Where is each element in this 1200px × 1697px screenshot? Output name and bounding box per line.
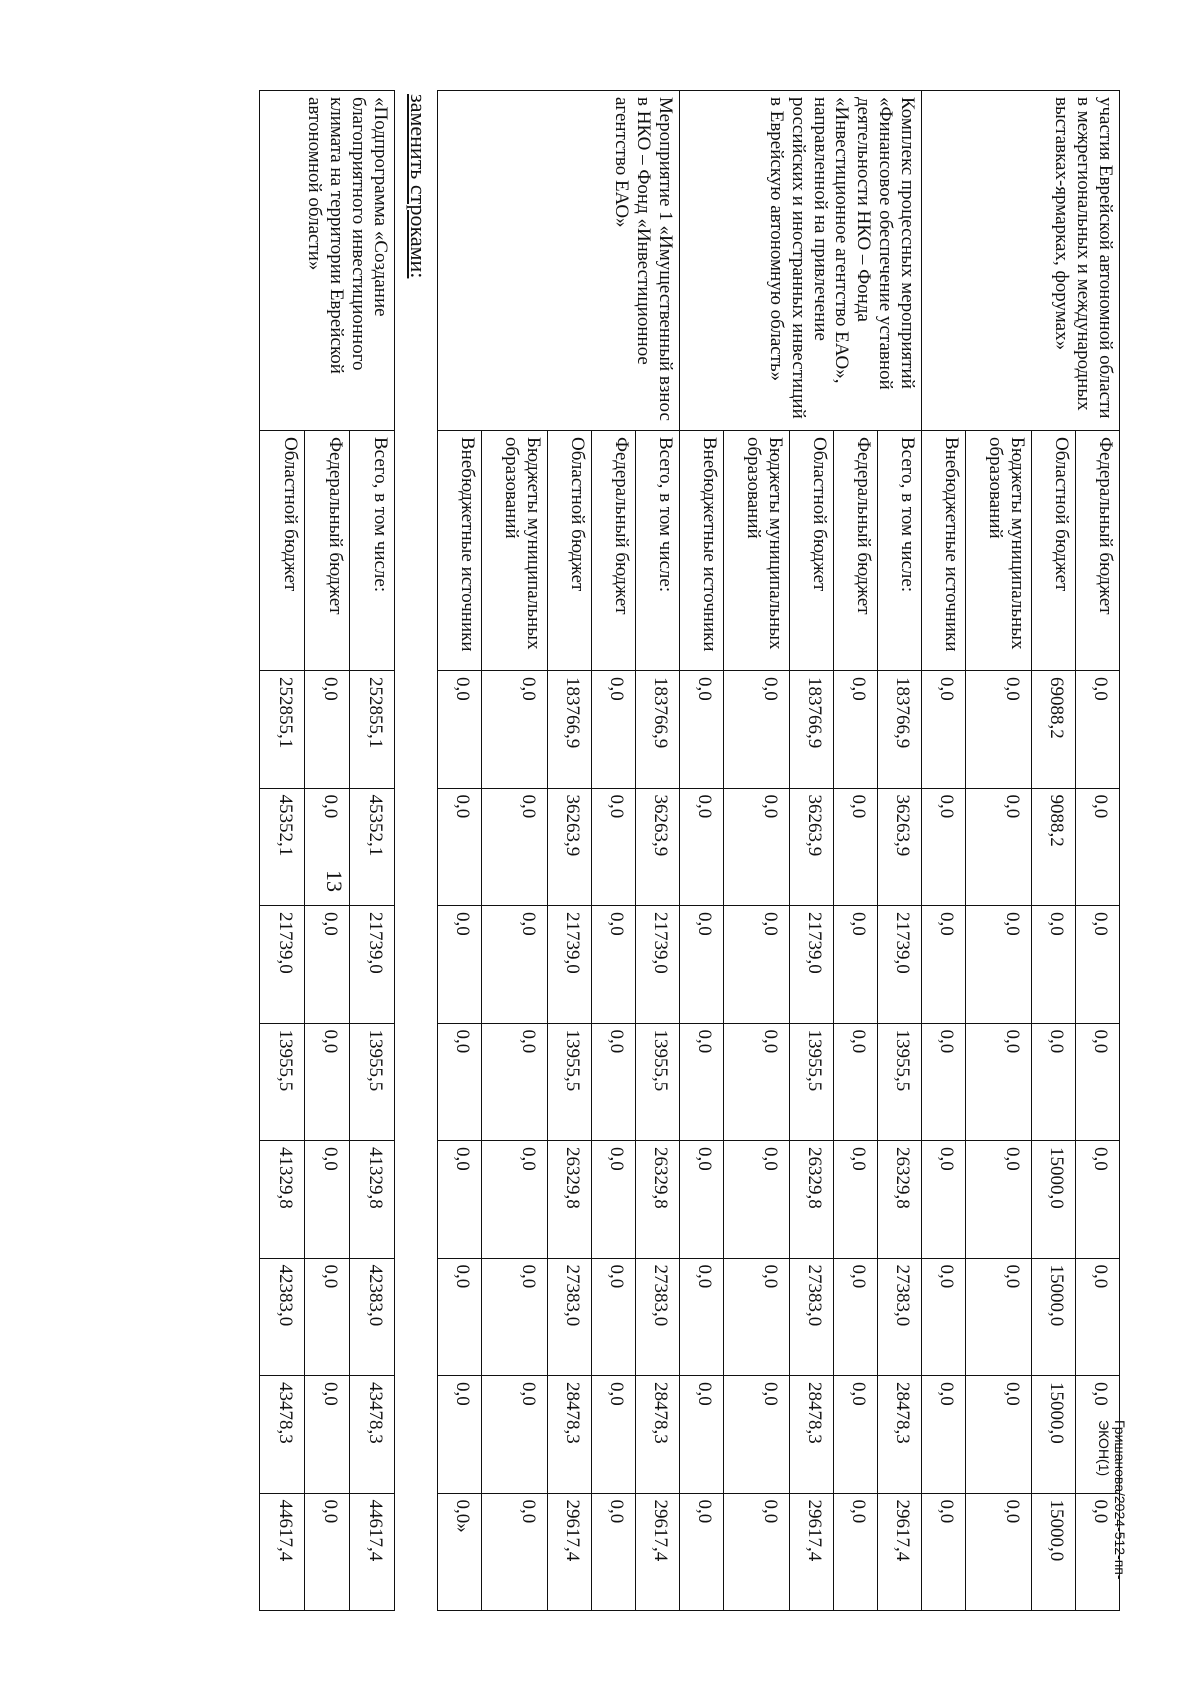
funding-source-cell: Федеральный бюджет [834,431,878,671]
amount-cell: 13955,5 [878,1023,922,1141]
amount-cell: 15000,0 [1032,1258,1076,1376]
amount-cell: 0,0 [305,1493,350,1611]
amount-cell: 0,0 [1076,1141,1120,1259]
amount-cell: 9088,2 [1032,788,1076,906]
funding-source-cell: Внебюджетные источники [922,431,966,671]
amount-cell: 28478,3 [636,1376,680,1494]
replacement-table [259,90,395,1611]
program-name-cell: Комплекс процессных мероприятий «Финансовое обеспечение уставной деятельности НКО – Фонда «Инвестиционное агентство ЕАО», направленной на привлечение российских и иностранных инвестиций в Еврейскую автономную область» [680,91,922,431]
program-name-cell: участия Еврейской автономной области в межрегиональных и международных выставках-ярмарках, форумах» [922,91,1120,431]
amount-cell: 21739,0 [878,906,922,1024]
amount-cell: 0,0 [438,906,482,1024]
amount-cell: 0,0 [922,1376,966,1494]
amount-cell: 21739,0 [350,906,395,1024]
page-number: 13 [322,870,347,892]
amount-cell: 36263,9 [636,788,680,906]
amount-cell: 0,0 [724,1493,790,1611]
amount-cell: 0,0 [680,1023,724,1141]
funding-source-cell: Всего, в том числе: [636,431,680,671]
amount-cell: 0,0 [1076,1376,1120,1494]
amount-cell: 0,0 [438,1141,482,1259]
amount-cell: 0,0 [724,1141,790,1259]
funding-source-cell: Областной бюджет [548,431,592,671]
amount-cell: 0,0 [592,1023,636,1141]
amount-cell: 0,0 [482,1493,548,1611]
replace-label: заменить строками: [406,94,431,279]
amount-cell: 0,0 [1032,906,1076,1024]
amount-cell: 0,0 [724,1023,790,1141]
amount-cell: 0,0 [724,788,790,906]
amount-cell: 45352,1 [260,788,305,906]
amount-cell: 0,0 [305,1258,350,1376]
amount-cell: 21739,0 [636,906,680,1024]
amount-cell: 0,0 [834,1141,878,1259]
document-stamp: Гришанова/2024-512-пп-ЭКОН(1) [1096,1420,1128,1580]
funding-source-cell: Бюджеты муниципальных образований [966,431,1032,671]
amount-cell: 15000,0 [1032,1493,1076,1611]
funding-source-cell: Всего, в том числе: [350,431,395,671]
amount-cell: 0,0 [966,1376,1032,1494]
amount-cell: 183766,9 [790,671,834,789]
amount-cell: 43478,3 [350,1376,395,1494]
amount-cell: 0,0 [305,906,350,1024]
table-row [878,91,922,1611]
amount-cell: 0,0 [922,1258,966,1376]
amount-cell: 41329,8 [350,1141,395,1259]
amount-cell: 21739,0 [790,906,834,1024]
amount-cell: 13955,5 [548,1023,592,1141]
amount-cell: 27383,0 [790,1258,834,1376]
amount-cell: 28478,3 [790,1376,834,1494]
amount-cell: 183766,9 [636,671,680,789]
amount-cell: 0,0 [1076,1023,1120,1141]
program-name-cell: Мероприятие 1 «Имущественный взнос в НКО – Фонд «Инвестиционное агентство ЕАО» [438,91,680,431]
amount-cell: 26329,8 [636,1141,680,1259]
amount-cell: 0,0 [966,1493,1032,1611]
funding-source-cell: Бюджеты муниципальных образований [482,431,548,671]
amount-cell: 0,0 [680,1376,724,1494]
amount-cell: 0,0 [482,1141,548,1259]
amount-cell: 0,0 [592,906,636,1024]
amount-cell: 44617,4 [350,1493,395,1611]
amount-cell: 13955,5 [636,1023,680,1141]
amount-cell: 0,0 [966,1258,1032,1376]
amount-cell: 0,0 [966,788,1032,906]
amount-cell: 0,0 [680,1141,724,1259]
amount-cell: 0,0 [592,788,636,906]
table-row [350,91,395,1611]
amount-cell: 0,0 [1076,1258,1120,1376]
amount-cell: 0,0 [834,1376,878,1494]
amount-cell: 26329,8 [548,1141,592,1259]
funding-source-cell: Внебюджетные источники [438,431,482,671]
amount-cell: 26329,8 [878,1141,922,1259]
amount-cell: 252855,1 [260,671,305,789]
amount-cell: 0,0 [680,671,724,789]
amount-cell: 0,0 [1076,671,1120,789]
amount-cell: 0,0 [482,788,548,906]
budget-table-body [438,91,1120,1611]
amount-cell: 69088,2 [1032,671,1076,789]
amount-cell: 0,0 [834,906,878,1024]
amount-cell: 0,0 [724,906,790,1024]
amount-cell: 0,0 [1076,1493,1120,1611]
amount-cell: 15000,0 [1032,1376,1076,1494]
amount-cell: 0,0 [724,671,790,789]
amount-cell: 21739,0 [548,906,592,1024]
amount-cell: 44617,4 [260,1493,305,1611]
amount-cell: 0,0 [592,671,636,789]
amount-cell: 0,0 [966,671,1032,789]
amount-cell: 0,0 [680,1493,724,1611]
amount-cell: 0,0 [305,1023,350,1141]
amount-cell: 0,0 [592,1141,636,1259]
amount-cell: 29617,4 [878,1493,922,1611]
amount-cell: 0,0 [305,1141,350,1259]
replacement-table-body [260,91,395,1611]
amount-cell: 0,0 [922,1493,966,1611]
amount-cell: 0,0 [592,1258,636,1376]
amount-cell: 0,0 [834,1493,878,1611]
funding-source-cell: Бюджеты муниципальных образований [724,431,790,671]
amount-cell: 0,0 [680,906,724,1024]
amount-cell: 0,0 [305,671,350,789]
amount-cell: 36263,9 [790,788,834,906]
amount-cell: 0,0 [834,1023,878,1141]
amount-cell: 0,0 [922,671,966,789]
amount-cell: 0,0 [592,1376,636,1494]
funding-source-cell: Внебюджетные источники [680,431,724,671]
amount-cell: 29617,4 [790,1493,834,1611]
funding-source-cell: Федеральный бюджет [592,431,636,671]
amount-cell: 29617,4 [548,1493,592,1611]
amount-cell: 0,0 [834,788,878,906]
funding-source-cell: Областной бюджет [260,431,305,671]
program-name-cell: «Подпрограмма «Создание благоприятного инвестиционного климата на территории Еврейской автономной области» [260,91,395,431]
amount-cell: 0,0 [482,1376,548,1494]
amount-cell: 0,0 [482,1023,548,1141]
funding-source-cell: Областной бюджет [1032,431,1076,671]
table-row [1076,91,1120,1611]
amount-cell: 0,0 [966,1141,1032,1259]
amount-cell: 0,0 [922,788,966,906]
rotated-document-page [275,90,1128,1630]
amount-cell: 183766,9 [878,671,922,789]
amount-cell: 36263,9 [548,788,592,906]
amount-cell: 0,0 [680,1258,724,1376]
amount-cell: 0,0 [438,788,482,906]
amount-cell: 0,0 [922,1023,966,1141]
funding-source-cell: Федеральный бюджет [305,431,350,671]
amount-cell: 27383,0 [878,1258,922,1376]
amount-cell: 42383,0 [350,1258,395,1376]
amount-cell: 45352,1 [350,788,395,906]
amount-cell: 41329,8 [260,1141,305,1259]
amount-cell: 21739,0 [260,906,305,1024]
amount-cell: 0,0 [966,1023,1032,1141]
amount-cell: 183766,9 [548,671,592,789]
amount-cell: 27383,0 [636,1258,680,1376]
amount-cell: 0,0 [305,788,350,906]
amount-cell: 0,0 [1076,788,1120,906]
amount-cell: 0,0 [680,788,724,906]
amount-cell: 42383,0 [260,1258,305,1376]
amount-cell: 0,0 [1032,1023,1076,1141]
amount-cell: 0,0 [438,1376,482,1494]
funding-source-cell: Всего, в том числе: [878,431,922,671]
amount-cell: 0,0 [834,671,878,789]
amount-cell: 36263,9 [878,788,922,906]
amount-cell: 13955,5 [350,1023,395,1141]
amount-cell: 26329,8 [790,1141,834,1259]
funding-source-cell: Федеральный бюджет [1076,431,1120,671]
amount-cell: 27383,0 [548,1258,592,1376]
table-row [636,91,680,1611]
amount-cell: 0,0» [438,1493,482,1611]
amount-cell: 0,0 [922,906,966,1024]
amount-cell: 0,0 [966,906,1032,1024]
amount-cell: 13955,5 [260,1023,305,1141]
funding-source-cell: Областной бюджет [790,431,834,671]
amount-cell: 0,0 [724,1376,790,1494]
amount-cell: 0,0 [834,1258,878,1376]
budget-table [437,90,1120,1611]
amount-cell: 28478,3 [548,1376,592,1494]
amount-cell: 0,0 [592,1493,636,1611]
amount-cell: 43478,3 [260,1376,305,1494]
amount-cell: 0,0 [1076,906,1120,1024]
amount-cell: 0,0 [305,1376,350,1494]
amount-cell: 15000,0 [1032,1141,1076,1259]
amount-cell: 0,0 [438,671,482,789]
amount-cell: 28478,3 [878,1376,922,1494]
amount-cell: 13955,5 [790,1023,834,1141]
amount-cell: 0,0 [438,1258,482,1376]
amount-cell: 29617,4 [636,1493,680,1611]
amount-cell: 252855,1 [350,671,395,789]
amount-cell: 0,0 [482,671,548,789]
amount-cell: 0,0 [482,1258,548,1376]
amount-cell: 0,0 [482,906,548,1024]
amount-cell: 0,0 [724,1258,790,1376]
amount-cell: 0,0 [922,1141,966,1259]
amount-cell: 0,0 [438,1023,482,1141]
